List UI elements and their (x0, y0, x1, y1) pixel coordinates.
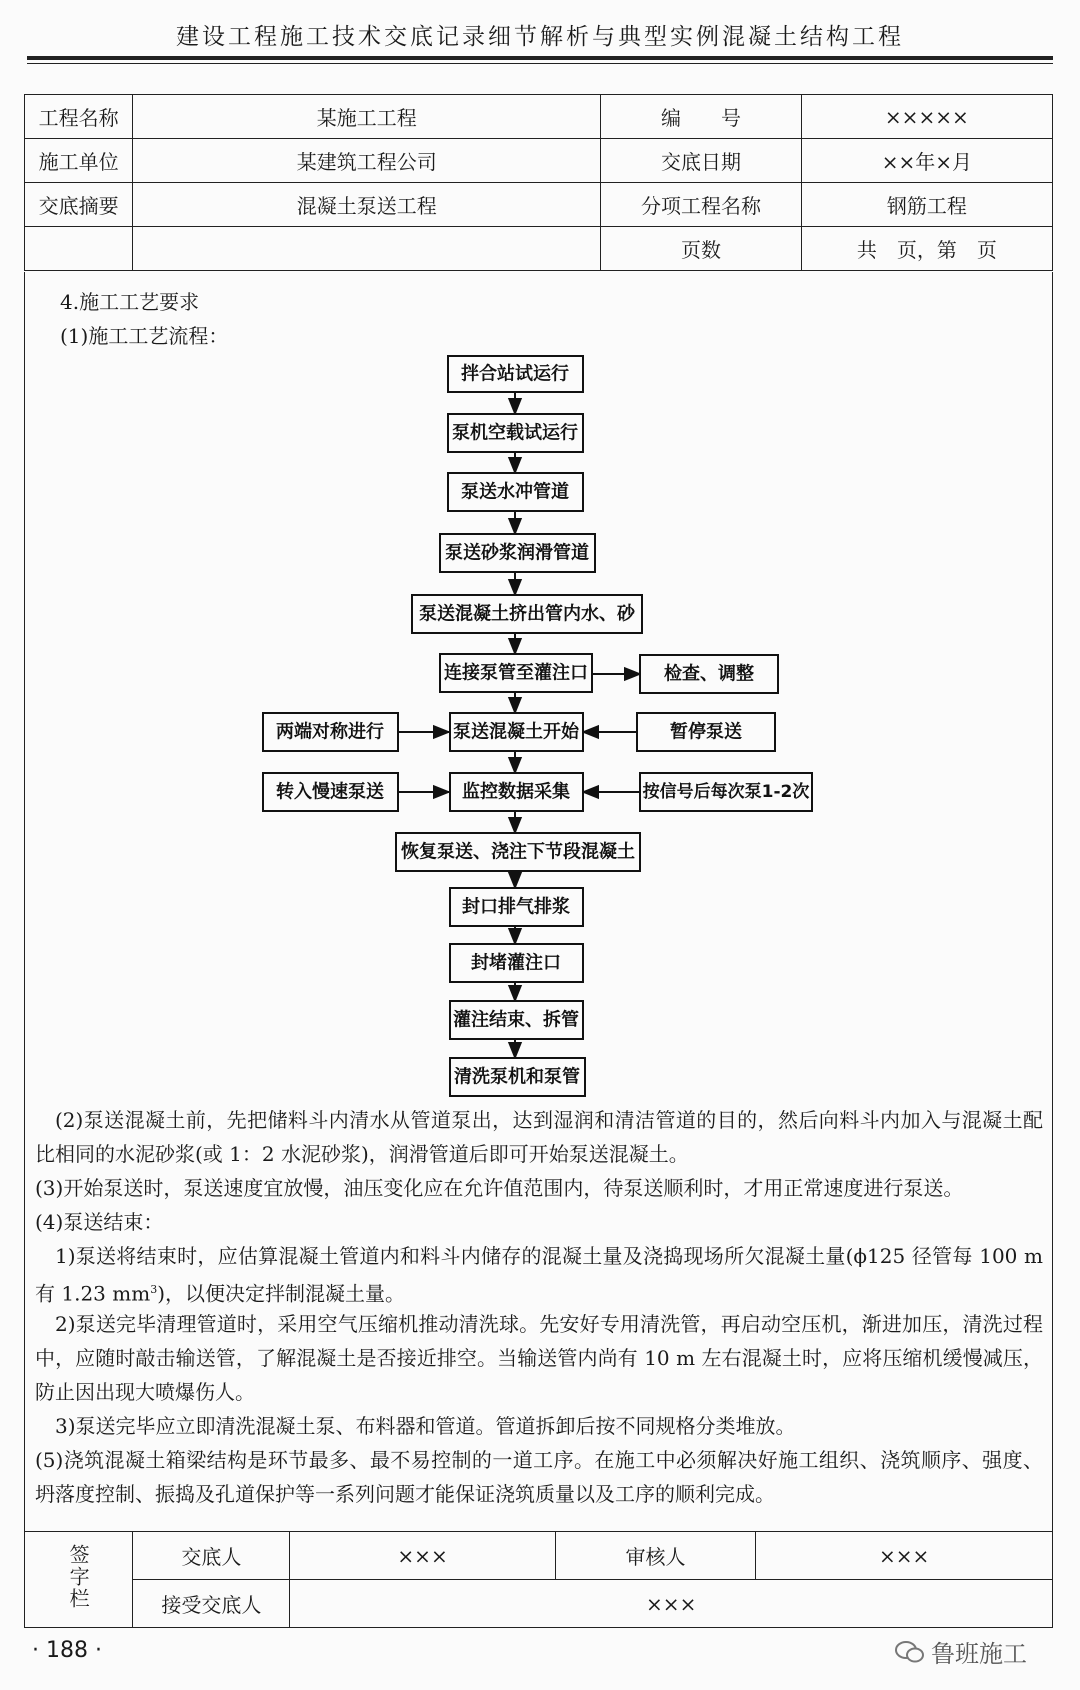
info-value: 某施工工程 (133, 95, 601, 139)
info-value: 钢筋工程 (801, 183, 1052, 227)
info-value: 共 页，第 页 (801, 227, 1052, 271)
paragraph-3: (3)开始泵送时，泵送速度宜放慢，油压变化应在允许值范围内，待泵送顺利时，才用正常速度进行泵送。 (35, 1176, 964, 1200)
paragraph-4-1-tail: )，以便决定拌制混凝土量。 (157, 1281, 405, 1306)
section-title: 4.施工工艺要求 (60, 290, 200, 314)
paragraph-4-1 (35, 1239, 1043, 1311)
paragraph-5: (5)浇筑混凝土箱梁结构是环节最多、最不易控制的一道工序。在施工中必须解决好施工组织、浇筑顺序、强度、坍落度控制、振捣及孔道保护等一系列问题才能保证浇筑质量以及工序的顺利完成。 (35, 1448, 1043, 1506)
discloser-value: ××× (290, 1532, 555, 1580)
paragraph-4-3: 3)泵送完毕应立即清洗混凝土泵、布料器和管道。管道拆卸后按不同规格分类堆放。 (55, 1414, 796, 1438)
flow-text: 转入慢速泵送 (276, 781, 384, 803)
sub-title: (1)施工工艺流程： (60, 324, 229, 348)
flow-text: 灌注结束、拆管 (453, 1009, 579, 1031)
info-label: 施工单位 (25, 139, 133, 183)
flow-text: 泵机空载试运行 (452, 422, 578, 444)
reviewer-label: 审核人 (555, 1532, 755, 1580)
info-label: 交底摘要 (25, 183, 133, 227)
info-label: 交底日期 (601, 139, 801, 183)
signature-column-text: 签字栏 (66, 1544, 91, 1610)
wechat-icon (895, 1641, 925, 1663)
flow-text: 泵送砂浆润滑管道 (445, 542, 589, 564)
flow-text: 拌合站试运行 (461, 363, 569, 385)
flow-text: 恢复泵送、浇注下节段混凝土 (401, 841, 635, 863)
reviewer-value: ××× (756, 1532, 1053, 1580)
superscript: 3 (150, 1283, 158, 1296)
watermark (895, 1634, 1027, 1669)
flow-text: 泵送混凝土挤出管内水、砂 (419, 603, 635, 625)
running-title: 建设工程施工技术交底记录细节解析与典型实例混凝土结构工程 (176, 24, 904, 50)
flow-text: 泵送混凝土开始 (453, 721, 579, 743)
info-value: ××年×月 (801, 139, 1052, 183)
flow-text: 监控数据采集 (462, 781, 570, 803)
paragraph-4-heading: (4)泵送结束： (35, 1210, 164, 1234)
receiver-value: ××× (290, 1580, 1053, 1628)
info-label: 分项工程名称 (601, 183, 801, 227)
flow-text: 连接泵管至灌注口 (444, 662, 588, 684)
receiver-label: 接受交底人 (133, 1580, 290, 1628)
paragraph-4-2: 2)泵送完毕清理管道时，采用空气压缩机推动清洗球。先安好专用清洗管，再启动空压机，渐进加压，清洗过程中，应随时敲击输送管，了解混凝土是否接近排空。当输送管内尚有 10 m 左右混凝土时，应将压缩机缓慢减压，防止因出现大喷爆伤人。 (35, 1312, 1043, 1404)
paragraph-4-1-text: 1)泵送将结束时，应估算混凝土管道内和料斗内储存的混凝土量及浇捣现场所欠混凝土量(ϕ125 径管每 100 m 有 1.23 mm (35, 1244, 1043, 1306)
info-value: ××××× (801, 95, 1052, 139)
flow-text: 两端对称进行 (276, 721, 384, 743)
flow-text: 检查、调整 (664, 663, 754, 685)
signature-table (24, 1531, 1053, 1628)
page-number: · 188 · (32, 1638, 102, 1663)
signature-column-label (25, 1532, 133, 1628)
info-label: 编 号 (601, 95, 801, 139)
info-value: 某建筑工程公司 (133, 139, 601, 183)
flow-text: 按信号后每次泵1-2次 (642, 782, 810, 802)
flow-text: 封口排气排浆 (462, 896, 570, 918)
flow-text: 封堵灌注口 (471, 952, 561, 974)
flow-text: 泵送水冲管道 (461, 481, 569, 503)
flow-text: 清洗泵机和泵管 (454, 1066, 580, 1088)
paragraph-2: (2)泵送混凝土前，先把储料斗内清水从管道泵出，达到湿润和清洁管道的目的，然后向料斗内加入与混凝土配比相同的水泥砂浆(或 1：2 水泥砂浆)，润滑管道后即可开始泵送混凝土。 (35, 1108, 1043, 1166)
discloser-label: 交底人 (133, 1532, 290, 1580)
flow-text: 暂停泵送 (670, 721, 742, 743)
info-label: 页数 (601, 227, 801, 271)
info-label: 工程名称 (25, 95, 133, 139)
info-value: 混凝土泵送工程 (133, 183, 601, 227)
watermark-text: 鲁班施工 (931, 1640, 1027, 1668)
